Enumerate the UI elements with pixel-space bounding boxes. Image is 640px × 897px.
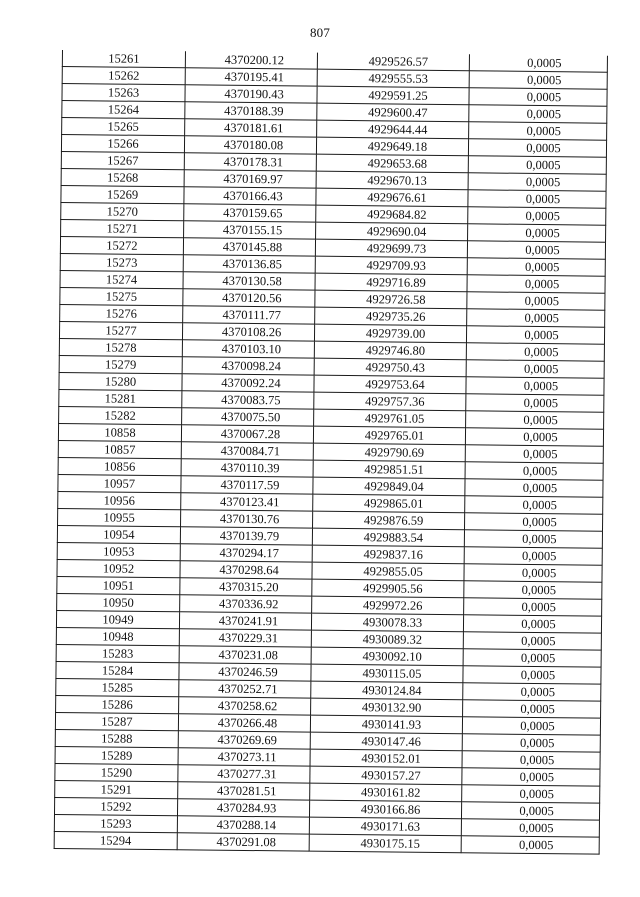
- value-cell: 0,0005: [464, 547, 602, 565]
- y-coordinate-cell: 4929849.04: [313, 477, 465, 496]
- point-id-cell: 15292: [54, 797, 177, 815]
- y-coordinate-cell: 4930147.46: [310, 732, 462, 751]
- point-id-cell: 15277: [59, 321, 182, 339]
- value-cell: 0,0005: [461, 836, 599, 854]
- value-cell: 0,0005: [462, 785, 600, 803]
- y-coordinate-cell: 4930166.86: [309, 800, 461, 819]
- y-coordinate-cell: 4930115.05: [311, 664, 463, 683]
- y-coordinate-cell: 4930089.32: [311, 630, 463, 649]
- x-coordinate-cell: 4370241.91: [179, 612, 311, 630]
- x-coordinate-cell: 4370120.56: [183, 289, 315, 307]
- y-coordinate-cell: 4929526.57: [317, 53, 469, 71]
- point-id-cell: 15279: [59, 355, 182, 373]
- point-id-cell: 15288: [55, 729, 178, 747]
- value-cell: 0,0005: [467, 292, 605, 310]
- x-coordinate-cell: 4370291.08: [177, 833, 309, 851]
- y-coordinate-cell: 4930161.82: [310, 783, 462, 802]
- y-coordinate-cell: 4929876.59: [313, 511, 465, 530]
- point-id-cell: 10950: [57, 593, 180, 611]
- value-cell: 0,0005: [468, 224, 606, 242]
- x-coordinate-cell: 4370200.12: [185, 51, 317, 69]
- x-coordinate-cell: 4370155.15: [184, 221, 316, 239]
- y-coordinate-cell: 4929855.05: [312, 562, 464, 581]
- point-id-cell: 10949: [56, 610, 179, 628]
- y-coordinate-cell: 4929851.51: [313, 460, 465, 479]
- x-coordinate-cell: 4370092.24: [182, 374, 314, 392]
- y-coordinate-cell: 4929837.16: [312, 545, 464, 564]
- value-cell: 0,0005: [461, 802, 599, 820]
- point-id-cell: 15278: [59, 338, 182, 356]
- point-id-cell: 15266: [61, 135, 184, 153]
- y-coordinate-cell: 4929735.26: [315, 307, 467, 326]
- value-cell: 0,0005: [469, 122, 607, 140]
- value-cell: 0,0005: [466, 377, 604, 395]
- x-coordinate-cell: 4370110.39: [181, 459, 313, 477]
- x-coordinate-cell: 4370178.31: [184, 153, 316, 171]
- value-cell: 0,0005: [466, 360, 604, 378]
- value-cell: 0,0005: [468, 190, 606, 208]
- value-cell: 0,0005: [465, 445, 603, 463]
- point-id-cell: 15287: [55, 712, 178, 730]
- y-coordinate-cell: 4929690.04: [316, 222, 468, 241]
- x-coordinate-cell: 4370231.08: [179, 646, 311, 664]
- y-coordinate-cell: 4929739.00: [314, 324, 466, 343]
- value-cell: 0,0005: [468, 173, 606, 191]
- x-coordinate-cell: 4370098.24: [182, 357, 314, 375]
- point-id-cell: 15274: [60, 270, 183, 288]
- point-id-cell: 10948: [56, 627, 179, 645]
- y-coordinate-cell: 4930141.93: [310, 715, 462, 734]
- x-coordinate-cell: 4370294.17: [180, 544, 312, 562]
- point-id-cell: 10957: [58, 474, 181, 492]
- x-coordinate-cell: 4370288.14: [177, 816, 309, 834]
- x-coordinate-cell: 4370111.77: [183, 306, 315, 324]
- y-coordinate-cell: 4929753.64: [314, 375, 466, 394]
- x-coordinate-cell: 4370075.50: [182, 408, 314, 426]
- point-id-cell: 15285: [56, 678, 179, 696]
- value-cell: 0,0005: [466, 394, 604, 412]
- y-coordinate-cell: 4929709.93: [315, 256, 467, 275]
- x-coordinate-cell: 4370103.10: [182, 340, 314, 358]
- value-cell: 0,0005: [467, 275, 605, 293]
- x-coordinate-cell: 4370130.76: [181, 510, 313, 528]
- value-cell: 0,0005: [464, 581, 602, 599]
- value-cell: 0,0005: [463, 666, 601, 684]
- point-id-cell: 15282: [59, 406, 182, 424]
- y-coordinate-cell: 4929750.43: [314, 358, 466, 377]
- y-coordinate-cell: 4930152.01: [310, 749, 462, 768]
- value-cell: 0,0005: [463, 632, 601, 650]
- y-coordinate-cell: 4929972.26: [312, 596, 464, 615]
- y-coordinate-cell: 4930175.15: [309, 834, 461, 853]
- point-id-cell: 15275: [60, 287, 183, 305]
- value-cell: 0,0005: [465, 496, 603, 514]
- y-coordinate-cell: 4930171.63: [309, 817, 461, 836]
- y-coordinate-cell: 4929757.36: [314, 392, 466, 411]
- y-coordinate-cell: 4929746.80: [314, 341, 466, 360]
- point-id-cell: 15262: [62, 67, 185, 85]
- x-coordinate-cell: 4370195.41: [185, 68, 317, 86]
- x-coordinate-cell: 4370108.26: [182, 323, 314, 341]
- y-coordinate-cell: 4930132.90: [311, 698, 463, 717]
- y-coordinate-cell: 4930124.84: [311, 681, 463, 700]
- point-id-cell: 15294: [54, 831, 177, 849]
- y-coordinate-cell: 4930078.33: [311, 613, 463, 632]
- x-coordinate-cell: 4370266.48: [178, 714, 310, 732]
- point-id-cell: 15281: [59, 389, 182, 407]
- point-id-cell: 10857: [58, 440, 181, 458]
- y-coordinate-cell: 4929865.01: [313, 494, 465, 513]
- point-id-cell: 10954: [57, 525, 180, 543]
- value-cell: 0,0005: [464, 598, 602, 616]
- value-cell: 0,0005: [467, 241, 605, 259]
- value-cell: 0,0005: [467, 258, 605, 276]
- point-id-cell: 15270: [61, 202, 184, 220]
- x-coordinate-cell: 4370284.93: [177, 799, 309, 817]
- y-coordinate-cell: 4929716.89: [315, 273, 467, 292]
- point-id-cell: 10955: [58, 508, 181, 526]
- point-id-cell: 15261: [62, 50, 185, 68]
- y-coordinate-cell: 4929600.47: [317, 103, 469, 122]
- x-coordinate-cell: 4370188.39: [185, 102, 317, 120]
- point-id-cell: 15280: [59, 372, 182, 390]
- point-id-cell: 10856: [58, 457, 181, 475]
- coordinates-table: [54, 50, 608, 855]
- x-coordinate-cell: 4370139.79: [180, 527, 312, 545]
- y-coordinate-cell: 4929765.01: [313, 426, 465, 445]
- point-id-cell: 15269: [61, 185, 184, 203]
- point-id-cell: 15284: [56, 661, 179, 679]
- x-coordinate-cell: 4370336.92: [180, 595, 312, 613]
- y-coordinate-cell: 4929653.68: [316, 154, 468, 173]
- point-id-cell: 15263: [62, 84, 185, 102]
- y-coordinate-cell: 4929790.69: [313, 443, 465, 462]
- x-coordinate-cell: 4370315.20: [180, 578, 312, 596]
- y-coordinate-cell: 4929883.54: [312, 528, 464, 547]
- coordinates-table-container: [54, 50, 607, 855]
- point-id-cell: 10956: [58, 491, 181, 509]
- value-cell: 0,0005: [469, 88, 607, 106]
- y-coordinate-cell: 4929684.82: [316, 205, 468, 224]
- table-body: [54, 50, 607, 854]
- x-coordinate-cell: 4370166.43: [184, 187, 316, 205]
- y-coordinate-cell: 4930092.10: [311, 647, 463, 666]
- value-cell: 0,0005: [463, 700, 601, 718]
- x-coordinate-cell: 4370252.71: [179, 680, 311, 698]
- value-cell: 0,0005: [467, 309, 605, 327]
- value-cell: 0,0005: [463, 615, 601, 633]
- y-coordinate-cell: 4929676.61: [316, 188, 468, 207]
- value-cell: 0,0005: [463, 649, 601, 667]
- point-id-cell: 15267: [61, 151, 184, 169]
- value-cell: 0,0005: [465, 428, 603, 446]
- value-cell: 0,0005: [462, 751, 600, 769]
- x-coordinate-cell: 4370123.41: [181, 493, 313, 511]
- y-coordinate-cell: 4929555.53: [317, 69, 469, 88]
- x-coordinate-cell: 4370229.31: [179, 629, 311, 647]
- value-cell: 0,0005: [463, 683, 601, 701]
- point-id-cell: 10952: [57, 559, 180, 577]
- x-coordinate-cell: 4370084.71: [181, 442, 313, 460]
- x-coordinate-cell: 4370181.61: [185, 119, 317, 137]
- point-id-cell: 15271: [61, 219, 184, 237]
- x-coordinate-cell: 4370273.11: [178, 748, 310, 766]
- value-cell: 0,0005: [466, 326, 604, 344]
- value-cell: 0,0005: [466, 411, 604, 429]
- y-coordinate-cell: 4929591.25: [317, 86, 469, 105]
- y-coordinate-cell: 4929726.58: [315, 290, 467, 309]
- x-coordinate-cell: 4370281.51: [178, 782, 310, 800]
- point-id-cell: 15265: [62, 118, 185, 136]
- point-id-cell: 15264: [62, 101, 185, 119]
- page-number: 807: [309, 25, 331, 40]
- value-cell: 0,0005: [466, 343, 604, 361]
- x-coordinate-cell: 4370258.62: [179, 697, 311, 715]
- y-coordinate-cell: 4930157.27: [310, 766, 462, 785]
- point-id-cell: 15293: [54, 814, 177, 832]
- value-cell: 0,0005: [462, 768, 600, 786]
- x-coordinate-cell: 4370246.59: [179, 663, 311, 681]
- point-id-cell: 15272: [60, 236, 183, 254]
- x-coordinate-cell: 4370130.58: [183, 272, 315, 290]
- point-id-cell: 15268: [61, 168, 184, 186]
- x-coordinate-cell: 4370180.08: [184, 136, 316, 154]
- y-coordinate-cell: 4929670.13: [316, 171, 468, 190]
- value-cell: 0,0005: [468, 207, 606, 225]
- value-cell: 0,0005: [469, 105, 607, 123]
- x-coordinate-cell: 4370269.69: [178, 731, 310, 749]
- value-cell: 0,0005: [462, 734, 600, 752]
- point-id-cell: 10951: [57, 576, 180, 594]
- value-cell: 0,0005: [469, 54, 607, 72]
- point-id-cell: 10858: [58, 423, 181, 441]
- point-id-cell: 15290: [55, 763, 178, 781]
- point-id-cell: 15283: [56, 644, 179, 662]
- x-coordinate-cell: 4370067.28: [181, 425, 313, 443]
- x-coordinate-cell: 4370117.59: [181, 476, 313, 494]
- x-coordinate-cell: 4370190.43: [185, 85, 317, 103]
- y-coordinate-cell: 4929649.18: [316, 137, 468, 156]
- value-cell: 0,0005: [462, 717, 600, 735]
- point-id-cell: 15289: [55, 746, 178, 764]
- value-cell: 0,0005: [464, 530, 602, 548]
- x-coordinate-cell: 4370083.75: [182, 391, 314, 409]
- value-cell: 0,0005: [464, 513, 602, 531]
- point-id-cell: 15276: [60, 304, 183, 322]
- x-coordinate-cell: 4370159.65: [184, 204, 316, 222]
- point-id-cell: 15286: [56, 695, 179, 713]
- x-coordinate-cell: 4370277.31: [178, 765, 310, 783]
- value-cell: 0,0005: [469, 71, 607, 89]
- value-cell: 0,0005: [464, 564, 602, 582]
- point-id-cell: 15291: [55, 780, 178, 798]
- value-cell: 0,0005: [468, 156, 606, 174]
- x-coordinate-cell: 4370136.85: [183, 255, 315, 273]
- value-cell: 0,0005: [465, 462, 603, 480]
- value-cell: 0,0005: [465, 479, 603, 497]
- value-cell: 0,0005: [461, 819, 599, 837]
- point-id-cell: 10953: [57, 542, 180, 560]
- y-coordinate-cell: 4929699.73: [315, 239, 467, 258]
- y-coordinate-cell: 4929761.05: [314, 409, 466, 428]
- value-cell: 0,0005: [468, 139, 606, 157]
- x-coordinate-cell: 4370298.64: [180, 561, 312, 579]
- y-coordinate-cell: 4929905.56: [312, 579, 464, 598]
- point-id-cell: 15273: [60, 253, 183, 271]
- y-coordinate-cell: 4929644.44: [317, 120, 469, 139]
- x-coordinate-cell: 4370145.88: [183, 238, 315, 256]
- x-coordinate-cell: 4370169.97: [184, 170, 316, 188]
